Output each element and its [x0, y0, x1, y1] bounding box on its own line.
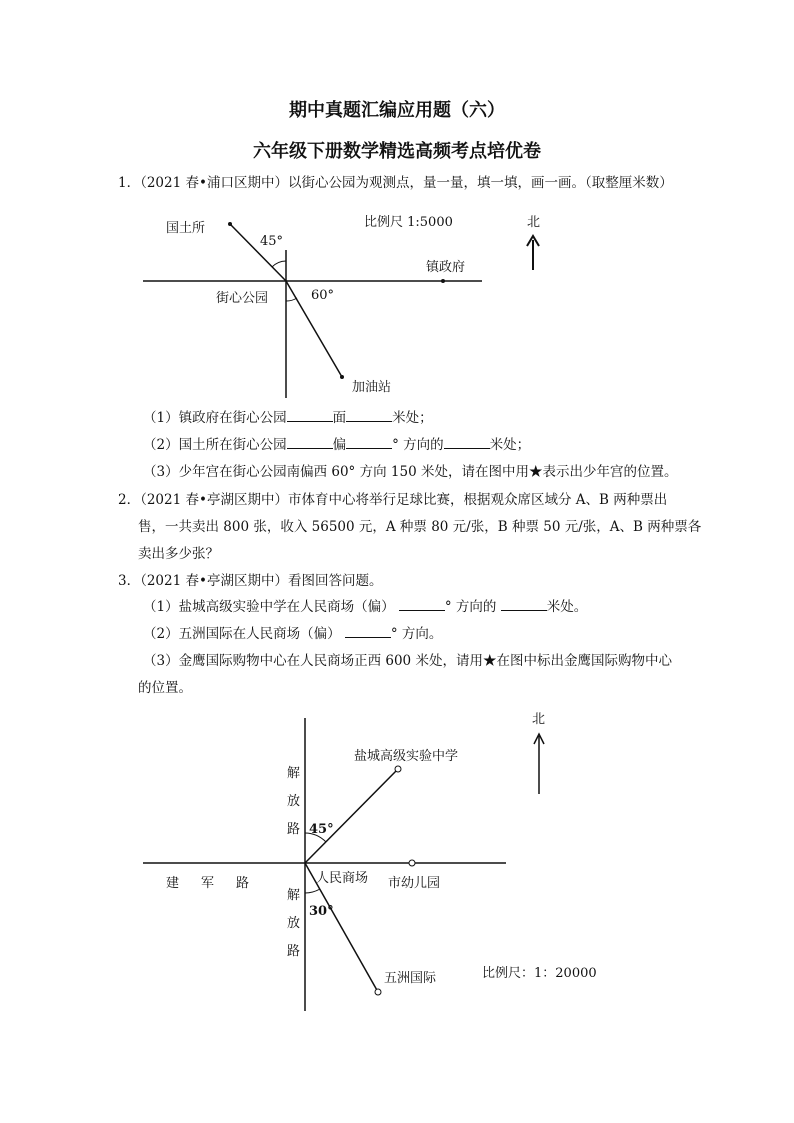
q3-label-angle30: 30°	[309, 904, 334, 919]
q3-road-lu2: 路	[236, 876, 250, 891]
q1-stem: 1．（2021 春•浦口区期中）以街心公园为观测点，量一量，填一填，画一画。（取整厘米数）	[118, 175, 673, 191]
q1-sub2-mid1: 偏	[332, 437, 347, 453]
q3-stem: 3．（2021 春•亭湖区期中）看图回答问题。	[118, 573, 383, 589]
q1-jiayou-point	[340, 375, 344, 379]
q3-road-lu3: 路	[287, 944, 301, 959]
q3-sub1-prefix: （1）盐城高级实验中学在人民商场（偏）	[143, 599, 395, 615]
q1-label-zhenzheng: 镇政府	[426, 260, 466, 275]
q3-school-point	[395, 766, 401, 772]
q3-sub1	[143, 596, 587, 618]
q3-road-fang: 放	[287, 794, 301, 809]
q2-line3: 卖出多少张？	[138, 546, 219, 562]
q3-sub1-blank1[interactable]	[399, 596, 445, 611]
q1-sub2-blank3[interactable]	[444, 434, 490, 449]
q1-label-angle60: 60°	[311, 288, 335, 303]
q3-sub1-blank2[interactable]	[501, 596, 547, 611]
q3-label-school: 盐城高级实验中学	[354, 749, 459, 764]
q3-road-jian: 建	[166, 876, 180, 891]
q3-sub1-mid: ° 方向的	[444, 599, 497, 615]
q3-road-lu: 路	[287, 822, 301, 837]
q3-label-north: 北	[532, 712, 546, 727]
q3-road-jie: 解	[287, 766, 301, 781]
q1-label-jiexin: 街心公园	[216, 291, 269, 306]
q3-sub1-suffix: 米处。	[546, 599, 588, 615]
q1-sub1-blank1[interactable]	[287, 407, 333, 422]
q3-sub3-line1: （3）金鹰国际购物中心在人民商场正西 600 米处，请用★在图中标出金鹰国际购物中心	[143, 653, 672, 669]
q3-label-renmin: 人民商场	[316, 871, 369, 886]
q3-angle30-arc	[305, 889, 320, 893]
q3-sub3-line2: 的位置。	[138, 680, 192, 696]
q1-figure	[0, 0, 794, 400]
q1-sub2-mid2: ° 方向的	[392, 437, 444, 453]
q3-label-kindergarten: 市幼儿园	[388, 876, 441, 891]
q1-label-jiayou: 加油站	[352, 380, 392, 395]
q3-label-angle45: 45°	[309, 822, 334, 837]
q1-sub1-prefix: （1）镇政府在街心公园	[143, 410, 287, 426]
q3-label-scale: 比例尺：1：20000	[482, 966, 597, 981]
q1-sub2	[143, 434, 530, 456]
q3-road-fang2: 放	[287, 916, 301, 931]
q1-sub2-blank1[interactable]	[287, 434, 333, 449]
q1-sub1-mid: 面	[332, 410, 347, 426]
q1-guotu-point	[228, 222, 232, 226]
q3-sub2-blank1[interactable]	[345, 623, 391, 638]
q1-guotu-line	[230, 224, 286, 281]
q3-sub2	[143, 623, 442, 645]
q3-school-line	[305, 769, 398, 863]
q3-sub2-prefix: （2）五洲国际在人民商场（偏）	[143, 626, 341, 642]
q1-angle60-arc	[286, 298, 297, 301]
q2-line1: 2．（2021 春•亭湖区期中）市体育中心将举行足球比赛，根据观众席区域分 A、B 两种票出	[118, 492, 668, 508]
q3-wuzhou-point	[375, 989, 381, 995]
q1-sub1-suffix: 米处；	[392, 410, 433, 426]
q1-sub3: （3）少年宫在街心公园南偏西 60° 方向 150 米处，请在图中用★表示出少年宫的位置。	[143, 464, 678, 480]
page-subtitle: 六年级下册数学精选高频考点培优卷	[253, 141, 541, 162]
q1-label-guotu: 国土所	[166, 221, 206, 236]
q3-label-wuzhou: 五洲国际	[384, 971, 437, 986]
q1-sub2-blank2[interactable]	[346, 434, 392, 449]
q2-line2: 售，一共卖出 800 张，收入 56500 元，A 种票 80 元/张，B 种票 50 元/张，A、B 两种票各	[138, 519, 702, 535]
q1-sub2-suffix: 米处；	[489, 437, 531, 453]
q1-label-scale: 比例尺 1:5000	[364, 215, 453, 230]
page-title: 期中真题汇编应用题（六）	[289, 100, 505, 121]
q3-road-jie2: 解	[287, 888, 301, 903]
q1-sub2-prefix: （2）国土所在街心公园	[143, 437, 287, 453]
q3-sub2-suffix: ° 方向。	[390, 626, 443, 642]
q3-road-jun: 军	[201, 876, 215, 891]
q3-kindergarten-point	[409, 860, 415, 866]
q1-label-angle45: 45°	[260, 234, 284, 249]
q1-sub1	[143, 407, 433, 429]
q1-label-north: 北	[527, 215, 541, 230]
q1-angle45-arc	[272, 261, 286, 267]
q1-sub1-blank2[interactable]	[346, 407, 392, 422]
q1-zhenzheng-point	[441, 279, 445, 283]
